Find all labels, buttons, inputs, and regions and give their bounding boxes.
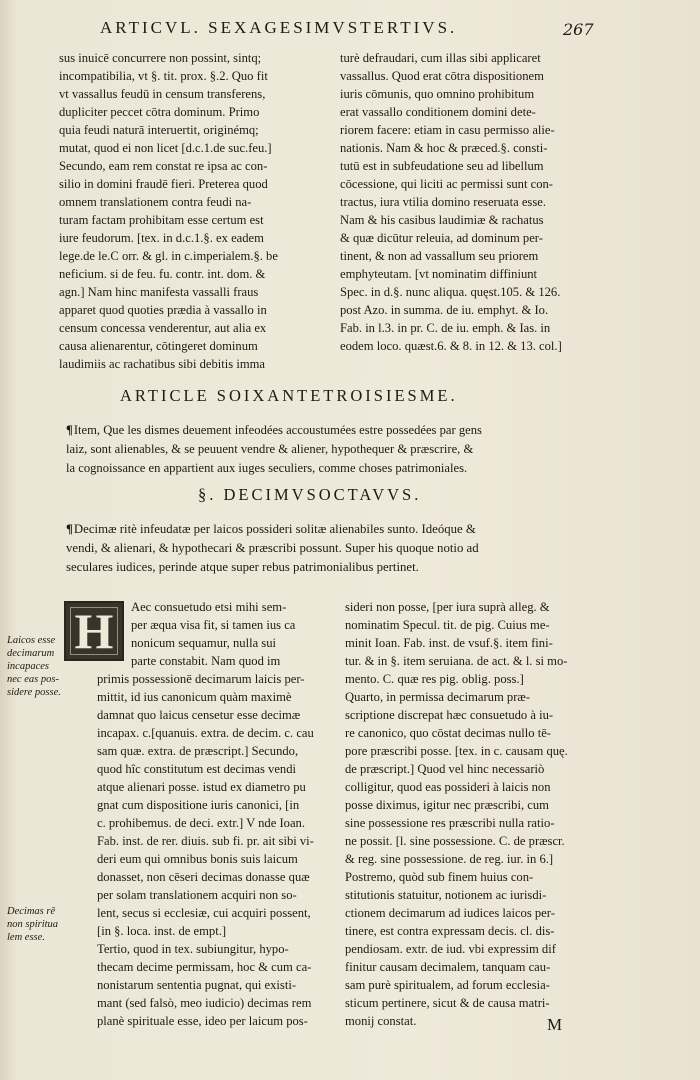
text-line: agn.] Nam hinc manifesta vassalli fraus (59, 285, 259, 299)
text-line: Fab. in l.3. in pr. C. de iu. emph. & Ias. in (340, 321, 551, 335)
text-line: parte constabit. Nam quod im (131, 654, 281, 668)
text-line: & reg. sine possessione. de reg. iur. in 6.] (345, 852, 554, 866)
text-line: mittit, id ius canonicum quàm maximè (97, 690, 292, 704)
text-line: nominatim Specul. tit. de pig. Cuius me- (345, 618, 550, 632)
text-line: deri eum qui omnibus bonis suis laicum (97, 852, 298, 866)
text-line: nationis. Nam & hoc & præced.§. consti- (340, 141, 548, 155)
french-line: Item, Que les dismes deuement infeodées accoustumées estre possedées par gens (73, 423, 482, 437)
text-line: sus inuicē concurrere non possint, sintq; (59, 51, 262, 65)
french-article-heading: ARTICLE SOIXANTETROISIESME. (120, 386, 458, 405)
marginal-note-laicos (7, 634, 61, 699)
text-line: lent, secus si ecclesiæ, cui acquiri possent, (97, 906, 311, 920)
latin-section-heading: §. DECIMVSOCTAVVS. (198, 485, 422, 504)
text-line: mant (sed falsò, meo iudicio) decimas rem (97, 996, 312, 1010)
text-line: per æqua visa fit, si tamen ius ca (131, 618, 296, 632)
text-line: Laicos esse (7, 635, 56, 646)
text-line: lem esse. (7, 932, 45, 943)
text-line: Aec consuetudo etsi mihi sem- (131, 600, 287, 614)
text-line: atque alienari posse. istud ex diametro pu (97, 780, 306, 794)
text-line: gnat cum dispositione iuris canonici, [in (97, 798, 300, 812)
text-line: mento. C. quæ res pig. oblig. poss.] (345, 672, 524, 686)
text-line: incapax. c.[quanuis. extra. de decim. c. cau (97, 726, 314, 740)
text-line: Tertio, quod in tex. subiungitur, hypo- (97, 942, 289, 956)
text-line: finitur causam decimalem, tanquam cau- (345, 960, 551, 974)
text-line: nonicum sequamur, nulla sui (131, 636, 277, 650)
text-line: nec eas pos- (7, 674, 59, 685)
text-line: monij constat. (345, 1014, 417, 1028)
text-line: decimarum (7, 648, 55, 659)
text-line: turam factam prohibitam esse certum est (59, 213, 264, 227)
latin-line: seculares iudices, perinde atque super rebus patrimonialibus pertinet. (66, 560, 419, 574)
text-line: c. prohibemus. de deci. extr.] V nde Ioan. (97, 816, 305, 830)
text-line: minit Ioan. Fab. inst. de vsuf.§. item fini- (345, 636, 553, 650)
text-line: pore præscribi posse. [tex. in c. causam quę. (345, 744, 568, 758)
text-line: Decimas rē (7, 906, 56, 917)
text-line: turè defraudari, cum illas sibi applicaret (340, 51, 541, 65)
text-line: erat vassallo conditionem domini dete- (340, 105, 536, 119)
page-number: 267 (563, 20, 594, 39)
text-line: posse diximus, igitur nec præscribi, cum (345, 798, 549, 812)
text-line: post Azo. in summa. de iu. emphyt. & Io. (340, 303, 549, 317)
text-line: vassallus. Quod erat cōtra dispositionem (340, 69, 544, 83)
text-line: apparet quod quoties prædia à vassallo in (59, 303, 267, 317)
running-head: ARTICVL. SEXAGESIMVSTERTIVS. (100, 18, 458, 37)
text-line: sideri non posse, [per iura suprà alleg. & (345, 600, 550, 614)
text-line: quia feudi naturā interuertit, originémq; (59, 123, 259, 137)
text-line: donasset, non cēseri decimas donasse quæ (97, 870, 310, 884)
column-upper-left (59, 49, 278, 373)
text-line: tinent, & non ad vassallum seu priorem (340, 249, 539, 263)
marginal-note-decimas (7, 905, 58, 944)
text-line: damnat quo laicus censetur esse decimæ (97, 708, 301, 722)
text-line: nonistarum sententia pugnat, qui existi- (97, 978, 297, 992)
text-line: sam quæ. extra. de præscript.] Secundo, (97, 744, 299, 758)
text-line: tractus, iura vtilia domino reseruata esse. (340, 195, 546, 209)
text-line: tutū est in subfeudatione seu ad libellum (340, 159, 544, 173)
text-line: iure feudorum. [tex. in d.c.1.§. ex eadem (59, 231, 264, 245)
text-line: incapaces (7, 661, 49, 672)
pilcrow-icon: ¶ (66, 423, 73, 437)
text-line: sticum pertinere, sicut & de causa matri- (345, 996, 550, 1010)
text-line: omnem translationem contra feudi na- (59, 195, 252, 209)
text-line: re canonico, quo cōstat decimas nullo tē- (345, 726, 551, 740)
text-line: ctionem decimarum ad iudices laicos per- (345, 906, 555, 920)
column-upper-right (340, 49, 562, 355)
text-line: sam purè spiritualem, ad forum ecclesia- (345, 978, 550, 992)
text-line: silio in domini fraudē fieri. Preterea quod (59, 177, 268, 191)
column-lower-right (345, 598, 568, 1030)
text-line: & quæ dicūtur releuia, ad dominum per- (340, 231, 543, 245)
text-line: cōcessione, qui liciti ac permissi sunt con- (340, 177, 553, 191)
text-line: thecam decime permissam, hoc & cum ca- (97, 960, 312, 974)
text-line: primis possessionē decimarum laicis per- (97, 672, 305, 686)
latin-line: Decimæ ritè infeudatæ per laicos possideri solitæ alienabiles sunto. Ideóque & (73, 522, 476, 536)
text-line: [in §. loca. inst. de empt.] (97, 924, 227, 938)
column-lower-left (97, 598, 314, 1030)
text-line: planè spirituale esse, ideo per laicum pos- (97, 1014, 308, 1028)
decorated-initial: H (64, 601, 124, 661)
text-line: sine possessione res præscribi nulla ratio- (345, 816, 555, 830)
text-line: riorem facere: etiam in casu permisso alie- (340, 123, 555, 137)
text-line: sidere posse. (7, 687, 61, 698)
text-line: pendiosam. extr. de iud. vbi expressim dif (345, 942, 556, 956)
text-line: Spec. in d.§. nunc aliqua. quęst.105. & 126. (340, 285, 561, 299)
text-line: colligitur, quod eas possideri à laicis non (345, 780, 551, 794)
text-line: mutat, quod ei non licet [d.c.1.de suc.feu.] (59, 141, 272, 155)
latin-line: vendi, & alienari, & hypothecari & præscribi possunt. Super his quoque notio ad (66, 541, 479, 555)
text-line: tur. & in §. item seruiana. de act. & l. si mo- (345, 654, 568, 668)
text-line: Secundo, eam rem constat re ipsa ac con- (59, 159, 268, 173)
text-line: laudimiis ac rachatibus sibi debitis imma (59, 357, 266, 371)
text-line: Quarto, in permissa decimarum præ- (345, 690, 531, 704)
text-line: causa alienarentur, cōtingeret dominum (59, 339, 258, 353)
text-line: de præscript.] Quod vel hinc necessariò (345, 762, 545, 776)
text-line: iuris cōmunis, quo omnino prohibitum (340, 87, 535, 101)
text-line: incompatibilia, vt §. tit. prox. §.2. Quo fit (59, 69, 268, 83)
french-line: la cognoissance en appartient aux iuges seculiers, comme choses patrimoniales. (66, 461, 468, 475)
french-line: laiz, sont alienables, & se peuuent vendre & aliener, hypothequer & præscrire, & (66, 442, 474, 456)
text-line: Fab. inst. de rer. diuis. sub fi. pr. ait sibi vi- (97, 834, 314, 848)
text-line: ne possit. [l. sine possessione. C. de præscr. (345, 834, 565, 848)
text-line: Nam & his casibus laudimiæ & rachatus (340, 213, 544, 227)
text-line: per solam translationem acquiri non so- (97, 888, 297, 902)
text-line: censum concessa venderentur, aut alia ex (59, 321, 267, 335)
text-line: emphyteutam. [vt nominatim diffiniunt (340, 267, 538, 281)
text-line: Postremo, quòd sub finem huius con- (345, 870, 534, 884)
pilcrow-icon: ¶ (66, 522, 73, 536)
text-line: vt vassallus feudū in censum transferens, (59, 87, 266, 101)
text-line: scriptione discrepat hæc consuetudo à iu- (345, 708, 554, 722)
latin-section-text (66, 520, 479, 577)
signature-mark: M (547, 1015, 563, 1034)
text-line: stitutionis statuitur, notionem ac iurisdi- (345, 888, 547, 902)
text-line: non spiritua (7, 919, 59, 930)
text-line: eodem loco. quæst.6. & 8. in 12. & 13. col.] (340, 339, 562, 353)
text-line: lege.de le.C orr. & gl. in c.imperialem.§. be (59, 249, 278, 263)
text-line: quod hîc constitutum est decimas vendi (97, 762, 297, 776)
text-line: tinere, est contra expressam decis. cl. dis- (345, 924, 555, 938)
text-line: dupliciter peccet cōtra dominum. Primo (59, 105, 260, 119)
french-article-text (66, 421, 482, 478)
text-line: neficium. si de feu. fu. contr. int. dom. & (59, 267, 266, 281)
